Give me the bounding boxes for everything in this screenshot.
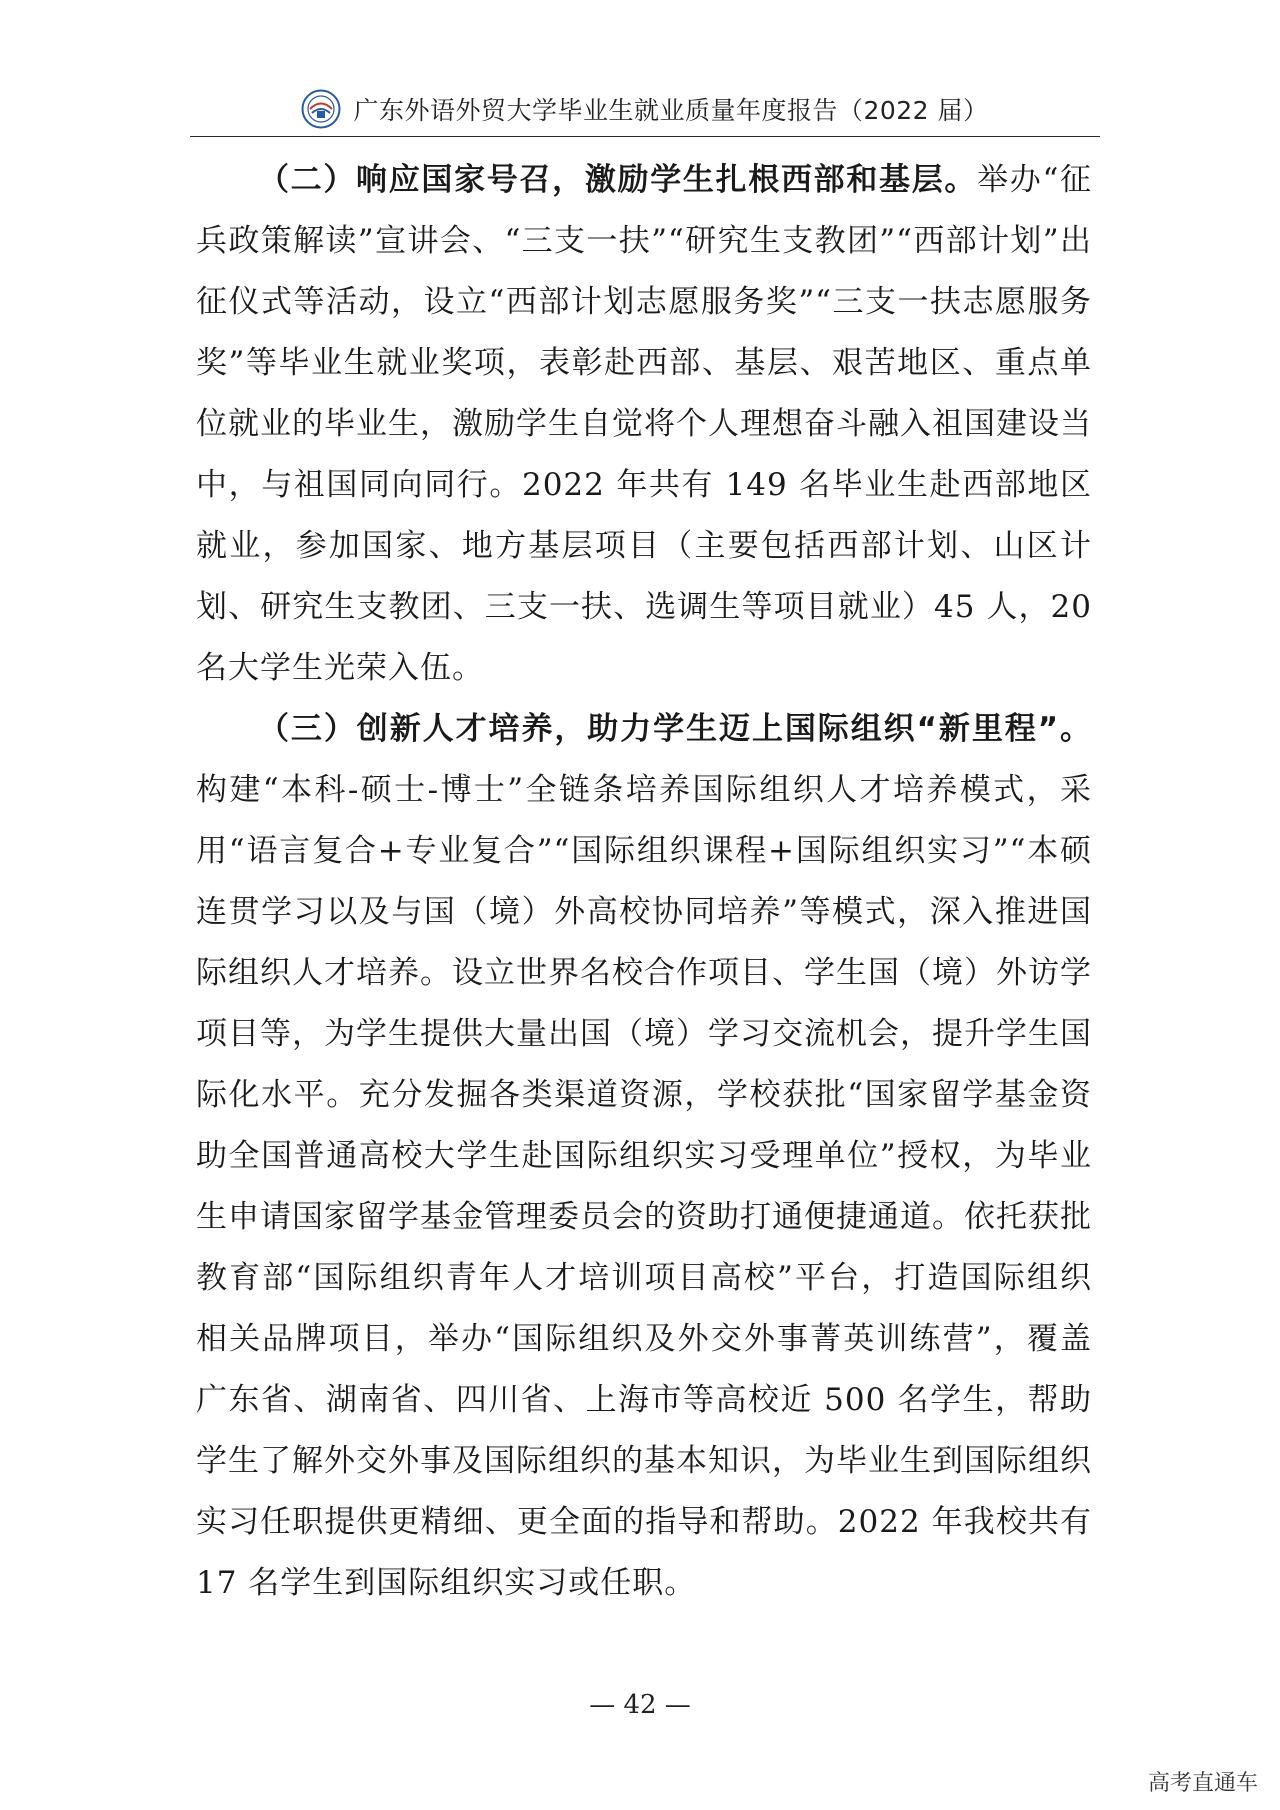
- page-header: [190, 84, 1100, 134]
- section-paragraph: [196, 150, 1092, 699]
- university-seal-icon: [301, 89, 341, 129]
- section-text: 举办“征兵政策解读”宣讲会、“三支一扶”“研究生支教团”“西部计划”出征仪式等活动，设立“西部计划志愿服务奖”“三支一扶志愿服务奖”等毕业生就业奖项，表彰赴西部、基层、艰苦地区、重点单位就业的毕业生，激励学生自觉将个人理想奋斗融入祖国建设当中，与祖国同向同行。2022 年共有 149 名毕业生赴西部地区就业，参加国家、地方基层项目（主要包括西部计划、山区计划、研究生支教团、三支一扶、选调生等项目就业）45 人，20 名大学生光荣入伍。: [196, 162, 1092, 686]
- section-paragraph: [196, 699, 1092, 1614]
- report-title: 广东外语外贸大学毕业生就业质量年度报告（2022 届）: [353, 96, 989, 125]
- page-number: — 42 —: [589, 1690, 691, 1720]
- section-text: 构建“本科-硕士-博士”全链条培养国际组织人才培养模式，采用“语言复合+专业复合”“国际组织课程+国际组织实习”“本硕连贯学习以及与国（境）外高校协同培养”等模式，深入推进国际组织人才培养。设立世界名校合作项目、学生国（境）外访学项目等，为学生提供大量出国（境）学习交流机会，提升学生国际化水平。充分发掘各类渠道资源，学校获批“国家留学基金资助全国普通高校大学生赴国际组织实习受理单位”授权，为毕业生申请国家留学基金管理委员会的资助打通便捷通道。依托获批教育部“国际组织青年人才培训项目高校”平台，打造国际组织相关品牌项目，举办“国际组织及外交外事菁英训练营”，覆盖广东省、湖南省、四川省、上海市等高校近 500 名学生，帮助学生了解外交外事及国际组织的基本知识，为毕业生到国际组织实习任职提供更精细、更全面的指导和帮助。2022 年我校共有 17 名学生到国际组织实习或任职。: [196, 772, 1092, 1601]
- header-divider: [190, 136, 1100, 137]
- section-heading: （二）响应国家号召，激励学生扎根西部和基层。: [258, 162, 978, 198]
- document-body: [196, 150, 1092, 1614]
- section-heading: （三）创新人才培养，助力学生迈上国际组织“新里程”。: [258, 711, 1092, 747]
- watermark: 高考直通车: [1147, 1771, 1258, 1796]
